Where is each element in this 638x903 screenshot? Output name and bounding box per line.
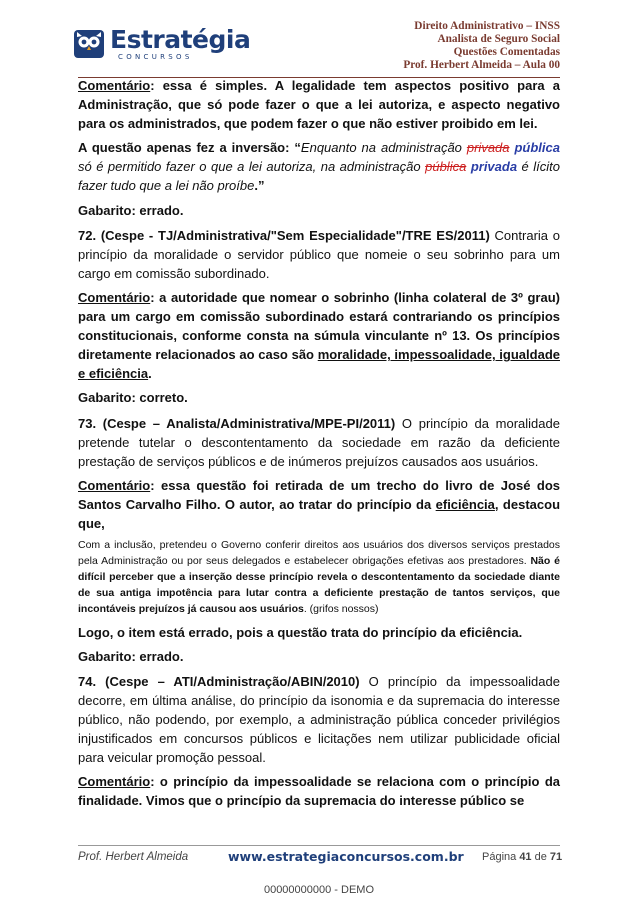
struck-word: pública (425, 159, 467, 175)
answer-key: Gabarito: errado. (78, 202, 184, 218)
header-line: Questões Comentadas (453, 46, 560, 58)
inserted-word: privada (470, 159, 518, 175)
comment-text: , destacou que, (78, 496, 561, 531)
estrategia-logo (74, 25, 251, 66)
page-label: Página (482, 851, 520, 863)
quote-close: .” (254, 178, 265, 194)
underlined-principles: moralidade, impessoalidade, igualdade e eficiência (78, 347, 560, 382)
quote-text: Com a inclusão, pretendeu o Governo conferir direitos aos usuários dos diversos serviços prestados pela Administração ou por seus delegados e estabelecer obrigações efetivas aos prestadores. (78, 539, 560, 567)
footer-author: Prof. Herbert Almeida (78, 851, 189, 863)
answer-key: Gabarito: correto. (78, 390, 188, 406)
question-heading: 72. (Cespe - TJ/Administrativa/"Sem Especialidade"/TRE ES/2011) (78, 227, 490, 243)
quote-end: . (grifos nossos) (303, 602, 379, 615)
answer-key: Gabarito: errado. (78, 648, 184, 664)
question-heading: 73. (Cespe – Analista/Administrativa/MPE-PI/2011) (78, 415, 396, 431)
question-73 (78, 414, 560, 471)
comment-text: : a autoridade que nomear o sobrinho (linha colateral de 3º grau) para um cargo em comissão subordinado estará contrariando os princípios constitucionais, conforme consta na súmula vinculante nº 13. Os princípios diretamente relacionados ao caso são (78, 289, 560, 363)
quote-emphasis: Não é difícil perceber que a inserção desse princípio revela o descontentamento da sociedade diante de sua antiga impotência para lutar contra a deficiente prestação de tantos serviços, que incontáveis prejuízos já causou aos usuários (78, 554, 560, 615)
comment-label: Comentário (78, 477, 151, 493)
comment-label: Comentário (78, 774, 151, 790)
comment-text: : o princípio da impessoalidade se relaciona com o princípio da finalidade. Vimos que o princípio da supremacia do interesse público se (78, 774, 560, 809)
inserted-word: pública (514, 140, 560, 156)
inversion-paragraph (78, 138, 560, 195)
question-72 (78, 226, 560, 283)
quoted-text: é lícito fazer tudo que a lei não proíbe (78, 159, 560, 194)
comment-label: Comentário (78, 78, 151, 93)
header-line: Prof. Herbert Almeida – Aula 00 (403, 59, 560, 71)
quoted-text: só é permitido fazer o que a lei autoriza, na administração (78, 159, 426, 175)
footer-website-link[interactable]: www.estrategiaconcursos.com.br (228, 849, 464, 864)
question-heading: 74. (Cespe – ATI/Administração/ABIN/2010) (78, 673, 360, 689)
page-current: 41 (519, 851, 532, 863)
inversion-intro: A questão apenas fez a inversão: “ (78, 140, 301, 156)
question-text: Contraria o princípio da moralidade o servidor público que nomeie o seu sobrinho para um cargo em comissão subordinado. (78, 227, 560, 281)
page-number (482, 851, 562, 863)
header-line: Analista de Seguro Social (437, 33, 560, 45)
block-quote (78, 538, 560, 618)
comment-paragraph (78, 76, 560, 133)
owl-logo-icon (74, 28, 106, 60)
logo-wordmark: Estratégia (110, 25, 251, 54)
underlined-principle: eficiência (435, 496, 495, 512)
logo-subtitle: CONCURSOS (118, 53, 193, 61)
page-of: de (531, 851, 550, 863)
demo-watermark: 00000000000 - DEMO (263, 884, 375, 896)
comment-text: . (148, 366, 152, 382)
comment-paragraph (78, 476, 560, 533)
comment-paragraph (78, 288, 560, 383)
question-text: O princípio da moralidade pretende tutelar o descontentamento da sociedade em razão da deficiente prestação de serviços públicos e de inúmeros prejuízos causados aos usuários. (78, 415, 560, 469)
question-text: O princípio da impessoalidade decorre, em última análise, do princípio da isonomia e da supremacia do interesse público, não podendo, por exemplo, a administração pública conceder privilégios injustificados em concursos públicos e licitações nem utilizar publicidade oficial para veicular promoção pessoal. (78, 673, 560, 766)
struck-word: privada (466, 140, 510, 156)
comment-label: Comentário (78, 289, 151, 305)
document-body (78, 76, 560, 815)
page-header (403, 20, 560, 72)
question-74 (78, 672, 560, 767)
comment-text: : essa questão foi retirada de um trecho do livro de José dos Santos Carvalho Filho. O autor, ao tratar do princípio da (78, 477, 560, 512)
header-line: Direito Administrativo – INSS (414, 20, 560, 32)
comment-text: : essa é simples. A legalidade tem aspectos positivo para a Administração, que só pode fazer o que a lei autoriza, e aspecto negativo para os administrados, que podem fazer o que não estiver proibido em lei. (78, 78, 560, 132)
page-total: 71 (549, 851, 563, 863)
footer-divider (78, 845, 560, 846)
comment-paragraph (78, 772, 560, 810)
quoted-text: Enquanto na administração (300, 140, 467, 156)
conclusion-paragraph: Logo, o item está errado, pois a questão trata do princípio da eficiência. (78, 624, 523, 640)
